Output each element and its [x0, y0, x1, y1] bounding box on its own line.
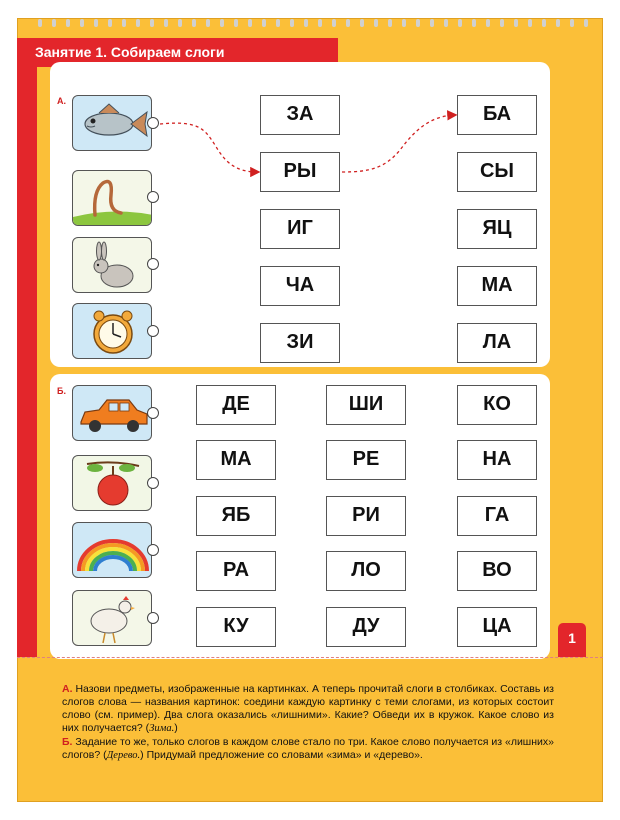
page-number: 1 — [558, 623, 586, 657]
instruction-a-mark: А. — [62, 683, 73, 695]
section-a-label: А. — [57, 96, 66, 106]
apple-icon — [73, 456, 152, 511]
car-icon — [73, 386, 152, 441]
syllable-b-col3[interactable]: ГА — [457, 496, 537, 536]
bottom-divider — [17, 657, 603, 668]
instruction-a-answer: Зима. — [149, 723, 175, 734]
rainbow-icon — [73, 523, 152, 578]
syllable-a-col1[interactable]: ИГ — [260, 209, 340, 249]
instructions-text — [62, 683, 554, 763]
instruction-a-text2: ) — [174, 722, 178, 734]
syllable-b-col2[interactable]: РЕ — [326, 440, 406, 480]
instruction-b-text2: ) Придумай предложение со словами «зима» и «дерево». — [140, 749, 423, 761]
syllable-a-col1[interactable]: ЗА — [260, 95, 340, 135]
hen-connector-dot[interactable] — [147, 612, 159, 624]
syllable-b-col3[interactable]: НА — [457, 440, 537, 480]
syllable-b-col1[interactable]: ЯБ — [196, 496, 276, 536]
arrow-fish-to-ry — [160, 123, 258, 172]
car-connector-dot[interactable] — [147, 407, 159, 419]
syllable-a-col1[interactable]: ЧА — [260, 266, 340, 306]
syllable-a-col2[interactable]: ЯЦ — [457, 209, 537, 249]
syllable-b-col2[interactable]: ДУ — [326, 607, 406, 647]
syllable-b-col1[interactable]: КУ — [196, 607, 276, 647]
syllable-b-col1[interactable]: ДЕ — [196, 385, 276, 425]
syllable-a-col1[interactable]: ЗИ — [260, 323, 340, 363]
hen-picture[interactable] — [72, 590, 152, 646]
syllable-a-col2[interactable]: БА — [457, 95, 537, 135]
instruction-b-text1: Задание то же, только слогов в каждом слове стало по три. Какое слово получается из «лишних» слогов? ( — [62, 736, 554, 761]
syllable-b-col3[interactable]: ЦА — [457, 607, 537, 647]
car-picture[interactable] — [72, 385, 152, 441]
arrow-ry-to-ba — [342, 115, 455, 172]
syllable-b-col3[interactable]: ВО — [457, 551, 537, 591]
instruction-a-text1: Назови предметы, изображенные на картинках. А теперь прочитай слоги в столбиках. Составь из слогов слова — названия картинок: соедини каждую картинку с теми слогами, из которых состоит слово (см. пример). Два слога оказались «лишними». Какие? Обведи их в кружок. Какое слово из них получается? ( — [62, 683, 554, 734]
syllable-a-col2[interactable]: ЛА — [457, 323, 537, 363]
syllable-a-col2[interactable]: МА — [457, 266, 537, 306]
syllable-b-col3[interactable]: КО — [457, 385, 537, 425]
apple-picture[interactable] — [72, 455, 152, 511]
syllable-a-col1[interactable]: РЫ — [260, 152, 340, 192]
rainbow-connector-dot[interactable] — [147, 544, 159, 556]
syllable-b-col1[interactable]: МА — [196, 440, 276, 480]
syllable-b-col2[interactable]: РИ — [326, 496, 406, 536]
syllable-b-col1[interactable]: РА — [196, 551, 276, 591]
hen-icon — [73, 591, 152, 646]
syllable-b-col2[interactable]: ШИ — [326, 385, 406, 425]
apple-connector-dot[interactable] — [147, 477, 159, 489]
syllable-a-col2[interactable]: СЫ — [457, 152, 537, 192]
instruction-b — [62, 736, 554, 762]
lesson-title: Занятие 1. Собираем слоги — [17, 38, 338, 67]
instruction-b-mark: Б. — [62, 736, 73, 748]
instruction-a — [62, 683, 554, 735]
instruction-b-answer: Дерево. — [106, 750, 141, 761]
rainbow-picture[interactable] — [72, 522, 152, 578]
syllable-b-col2[interactable]: ЛО — [326, 551, 406, 591]
section-b-label: Б. — [57, 386, 66, 396]
